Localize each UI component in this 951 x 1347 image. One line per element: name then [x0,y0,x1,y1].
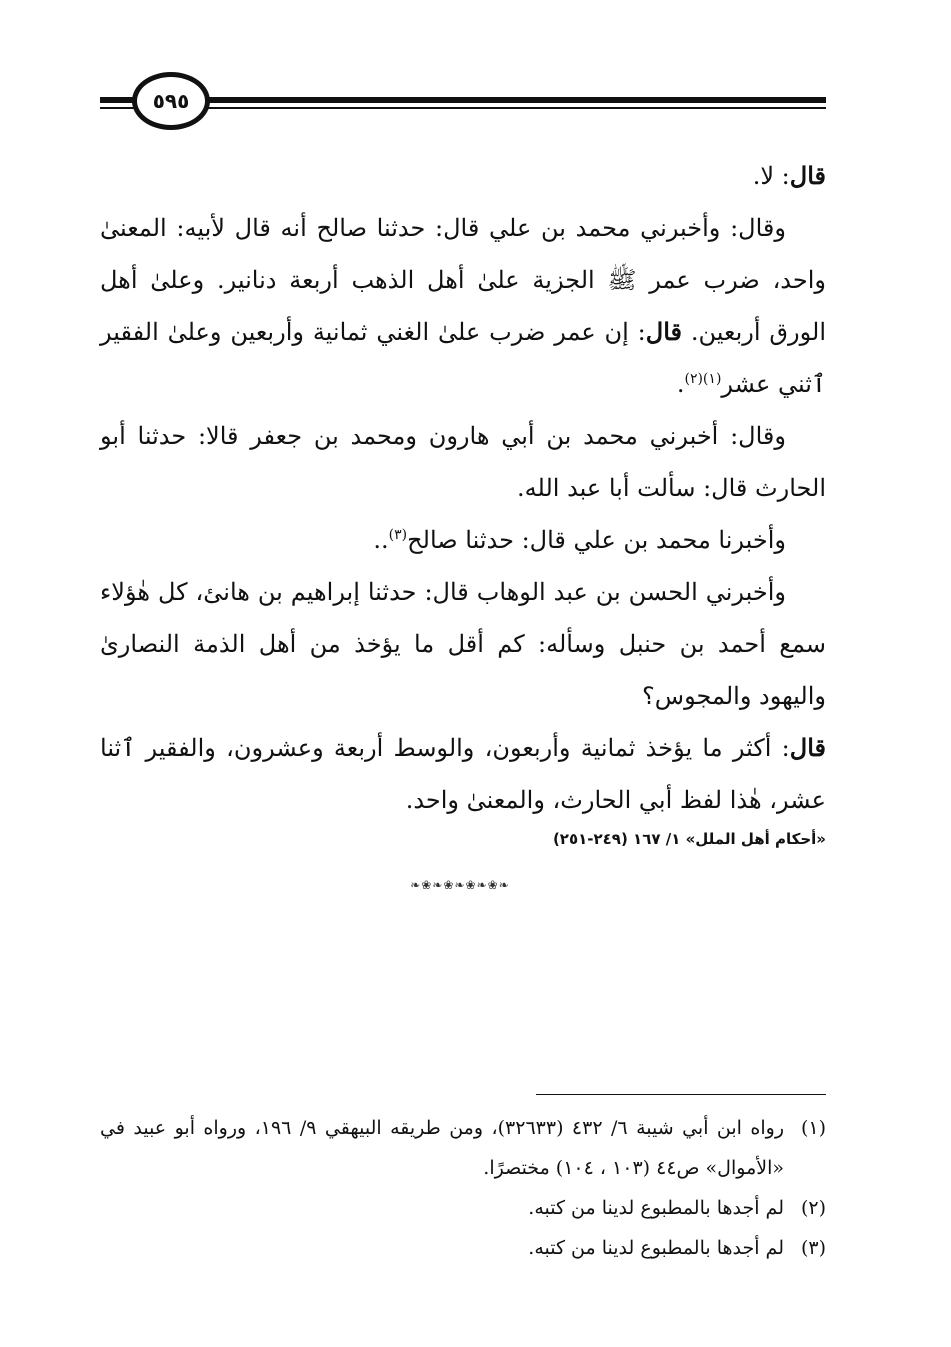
footnote-number: (٣) [800,1237,826,1259]
paragraph-text: : لا. [752,162,790,190]
keyword-qal: قال [645,317,683,346]
paragraph-6 [100,722,826,826]
page-number: ٥٩٥ [132,72,210,130]
paragraph-text: .. [373,526,389,554]
paragraph-5: وأخبرني الحسن بن عبد الوهاب قال: حدثنا إبراهيم بن هانئ، كل هٰؤلاء سمع أحمد بن حنبل وسأله: كم أقل ما يؤخذ من أهل الذمة النصارىٰ واليهود والمجوس؟ [100,578,826,710]
paragraph-text: وقال: وأخبرني محمد بن علي قال: حدثنا صالح أنه قال لأبيه: المعنىٰ واحد، ضرب عمر ﷺ الجزية علىٰ أهل الذهب أربعة دنانير. وعلىٰ أهل الورق أربعين. [100,214,826,346]
paragraph-3: وقال: أخبرني محمد بن أبي هارون ومحمد بن جعفر قالا: حدثنا أبو الحارث قال: سألت أبا عبد الله. [100,422,826,502]
paragraph-1 [100,150,826,202]
footnote-text: لم أجدها بالمطبوع لدينا من كتبه. [528,1197,784,1219]
main-text [100,150,826,850]
footnotes [100,1108,826,1268]
paragraph-text: : إن عمر ضرب علىٰ الغني ثمانية وأربعين وعلىٰ الفقير ٱثني عشر [100,318,826,398]
paragraph-2 [100,202,826,410]
keyword-qal: قال [789,733,826,762]
footnote-text: لم أجدها بالمطبوع لدينا من كتبه. [528,1237,784,1259]
footnote-ref: (٣) [388,527,408,543]
paragraph-text: وأخبرنا محمد بن علي قال: حدثنا صالح [407,526,786,554]
footnote-1 [100,1108,826,1188]
footnote-ref: (١)(٢) [684,371,722,387]
page-header [100,72,826,136]
footnote-number: (١) [800,1117,826,1139]
footnote-separator [536,1094,826,1095]
paragraph-4 [100,514,826,566]
source-citation: «أحكام أهل الملل» ١/ ١٦٧ (٢٤٩-٢٥١) [552,830,826,848]
footnote-number: (٢) [800,1197,826,1219]
keyword-qal: قال [789,161,826,190]
footnote-text: رواه ابن أبي شيبة ٦/ ٤٣٢ (٣٢٦٣٣)، ومن طريقه البيهقي ٩/ ١٩٦، ورواه أبو عبيد في «الأموال» ص٤٤ (١٠٣ ، ١٠٤) مختصرًا. [100,1117,784,1179]
footnote-3 [100,1228,826,1268]
footnote-2 [100,1188,826,1228]
paragraph-text: : أكثر ما يؤخذ ثمانية وأربعون، والوسط أربعة وعشرون، والفقير ٱثنا عشر، هٰذا لفظ أبي الحارث، والمعنىٰ واحد. [100,734,826,814]
section-divider-ornament: ❧❀❧❀❧❀❧❀❧ [410,878,510,892]
paragraph-text: . [676,370,685,398]
